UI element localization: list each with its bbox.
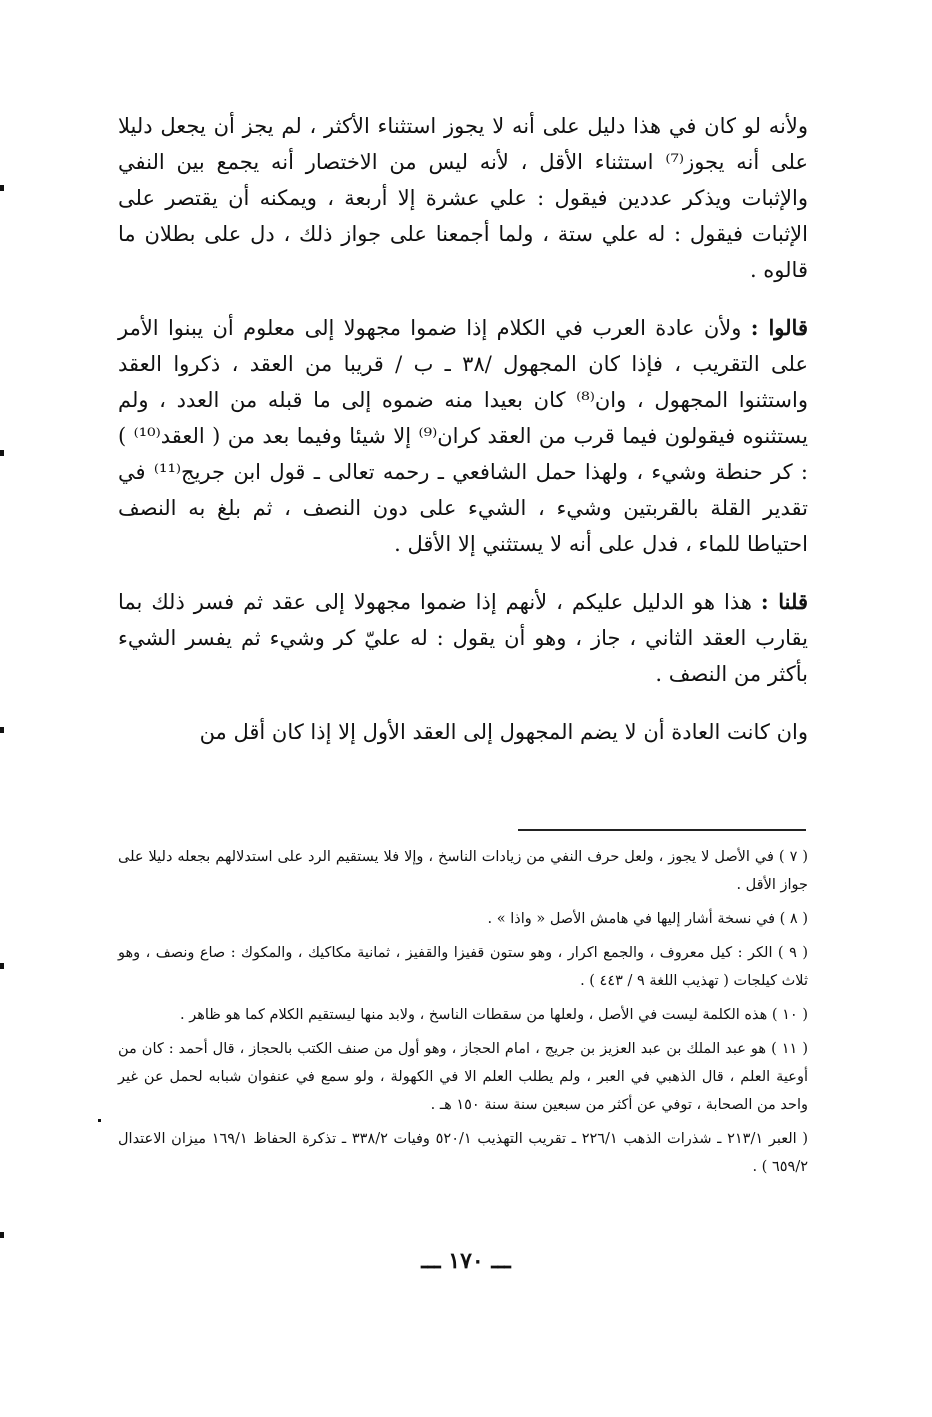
footnote-8: ( ٨ ) في نسخة أشار إليها في هامش الأصل « واذا » .	[487, 911, 808, 927]
footnote-11: ( ١١ ) هو عبد الملك بن عبد العزيز بن جريج ، امام الحجاز ، وهو أول من صنف الكتب بالحجاز ، قال أحمد : كان من أوعية العلم ، قال الذهبي في العبر ، ولم يطلب العلم الا في الكهولة ، ولو سمع في عنفوان شبابه لحمل عن غير واحد من الصحابة ، توفي عن أكثر من سبعين سنة سنة ١٥٠ هـ .	[118, 1041, 808, 1113]
scan-edge-mark	[0, 450, 4, 456]
footnote-11-references: ( العبر ٢١٣/١ ـ شذرات الذهب ٢٢٦/١ ـ تقريب التهذيب ٥٢٠/١ وفيات ٣٣٨/٢ ـ تذكرة الحفاظ ١٦٩/١ ميزان الاعتدال ٦٥٩/٢ ) .	[118, 1131, 808, 1175]
paragraph-2	[118, 310, 808, 562]
main-text	[118, 108, 808, 750]
footnote-9: ( ٩ ) الكر : كيل معروف ، والجمع اكرار ، وهو ستون قفيزا والقفيز ، ثمانية مكاكيك ، والمكوك : صاع ونصف ، وهو ثلاث كيلجات ( تهذيب اللغة ٩ / ٤٤٣ ) .	[118, 945, 808, 989]
page-number: ـــ ١٧٠ ـــ	[421, 1248, 511, 1274]
paragraph-4-text: وان كانت العادة أن لا يضم المجهول إلى العقد الأول إلا إذا كان أقل من	[199, 720, 808, 744]
paragraph-2-text: ولأن عادة العرب في الكلام إذا ضموا مجهولا إلى معلوم أن يبنوا الأمر على التقريب ، فإذا كان المجهول /٣٨ ـ ب / قريبا من العقد ، ذكروا العقد واستثنوا المجهول ، وان⁽⁸⁾ كان بعيدا منه ضموه إلى ما قبله من العدد ، ولم يستثنوه فيقولون فيما قرب من العقد كران⁽⁹⁾ إلا شيئا وفيما بعد من ( العقد⁽¹⁰⁾ ) : كر حنطة وشيء ، ولهذا حمل الشافعي ـ رحمه تعالى ـ قول ابن جريج⁽¹¹⁾ في تقدير القلة بالقربتين وشيء ، الشيء على دون النصف ، ثم بلغ به النصف احتياطا للماء ، فدل على أنه لا يستثني إلا الأقل .	[118, 316, 808, 556]
footnote-7: ( ٧ ) في الأصل لا يجوز ، ولعل حرف النفي من زيادات الناسخ ، وإلا فلا يستقيم الرد على استدلالهم بجعله دليلا على جواز الأقل .	[118, 849, 808, 893]
scan-edge-mark	[0, 727, 4, 733]
paragraph-4	[118, 714, 808, 750]
scan-edge-mark	[0, 963, 4, 969]
scan-edge-mark	[0, 1232, 4, 1238]
paragraph-1	[118, 108, 808, 288]
qulna-label: قلنا :	[760, 589, 808, 614]
qalu-label: قالوا :	[750, 315, 808, 340]
scan-edge-mark	[0, 185, 4, 191]
paragraph-3-text: هذا هو الدليل عليكم ، لأنهم إذا ضموا مجهولا إلى عقد ثم فسر ذلك بما يقارب العقد الثاني ، جاز ، وهو أن يقول : له عليّ كر وشيء ثم يفسر الشيء بأكثر من النصف .	[118, 590, 808, 686]
paragraph-3	[118, 584, 808, 692]
paragraph-1-text: ولأنه لو كان في هذا دليل على أنه لا يجوز استثناء الأكثر ، لم يجز أن يجعل دليلا على أنه يجوز⁽⁷⁾ استثناء الأقل ، لأنه ليس من الاختصار أنه يجمع بين النفي والإثبات ويذكر عددين فيقول : علي عشرة إلا أربعة ، ويمكنه أن يقتصر على الإثبات فيقول : له علي ستة ، ولما أجمعنا على جواز ذلك ، دل على بطلان ما قالوه .	[118, 114, 808, 282]
footnotes	[118, 843, 808, 1181]
scan-speck	[98, 1119, 101, 1122]
footnote-10: ( ١٠ ) هذه الكلمة ليست في الأصل ، ولعلها من سقطات الناسخ ، ولابد منها ليستقيم الكلام كما هو ظاهر .	[180, 1007, 808, 1023]
footnote-divider	[518, 829, 806, 831]
